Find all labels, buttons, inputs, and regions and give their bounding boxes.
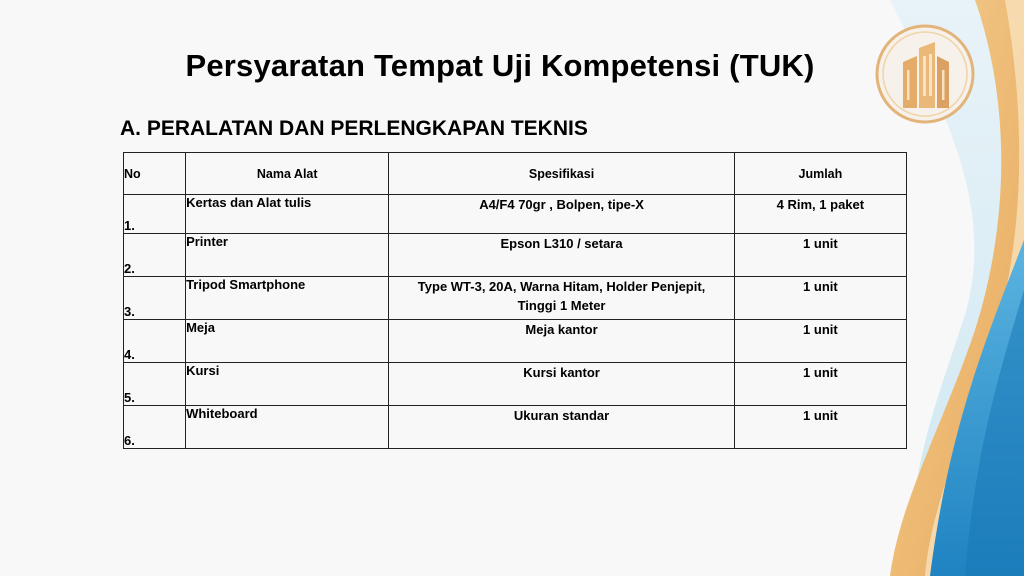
table-row — [124, 195, 907, 234]
table-header-row — [124, 153, 907, 195]
cell-name: Kertas dan Alat tulis — [186, 195, 389, 234]
cell-spec: Epson L310 / setara — [389, 234, 734, 277]
table-row — [124, 234, 907, 277]
cell-name: Kursi — [186, 363, 389, 406]
cell-no: 3. — [124, 277, 186, 320]
cell-no: 1. — [124, 195, 186, 234]
cell-no: 6. — [124, 406, 186, 449]
cell-spec: Ukuran standar — [389, 406, 734, 449]
cell-no: 2. — [124, 234, 186, 277]
cell-qty: 1 unit — [734, 234, 906, 277]
header-spec: Spesifikasi — [389, 153, 734, 195]
cell-name: Printer — [186, 234, 389, 277]
table-row — [124, 363, 907, 406]
cell-spec: Type WT-3, 20A, Warna Hitam, Holder Penjepit, Tinggi 1 Meter — [389, 277, 734, 320]
equipment-table — [123, 152, 907, 449]
cell-spec: A4/F4 70gr , Bolpen, tipe-X — [389, 195, 734, 234]
header-qty: Jumlah — [734, 153, 906, 195]
section-heading: A. PERALATAN DAN PERLENGKAPAN TEKNIS — [120, 117, 588, 140]
cell-qty: 1 unit — [734, 363, 906, 406]
table-row — [124, 320, 907, 363]
slide-title: Persyaratan Tempat Uji Kompetensi (TUK) — [185, 48, 815, 83]
header-name: Nama Alat — [186, 153, 389, 195]
cell-spec: Meja kantor — [389, 320, 734, 363]
header-no: No — [124, 153, 186, 195]
cell-name: Tripod Smartphone — [186, 277, 389, 320]
cell-name: Meja — [186, 320, 389, 363]
table-row — [124, 406, 907, 449]
cell-no: 5. — [124, 363, 186, 406]
cell-spec: Kursi kantor — [389, 363, 734, 406]
cell-qty: 1 unit — [734, 320, 906, 363]
table-row — [124, 277, 907, 320]
cell-qty: 4 Rim, 1 paket — [734, 195, 906, 234]
cell-qty: 1 unit — [734, 406, 906, 449]
cell-qty: 1 unit — [734, 277, 906, 320]
cell-no: 4. — [124, 320, 186, 363]
cell-name: Whiteboard — [186, 406, 389, 449]
